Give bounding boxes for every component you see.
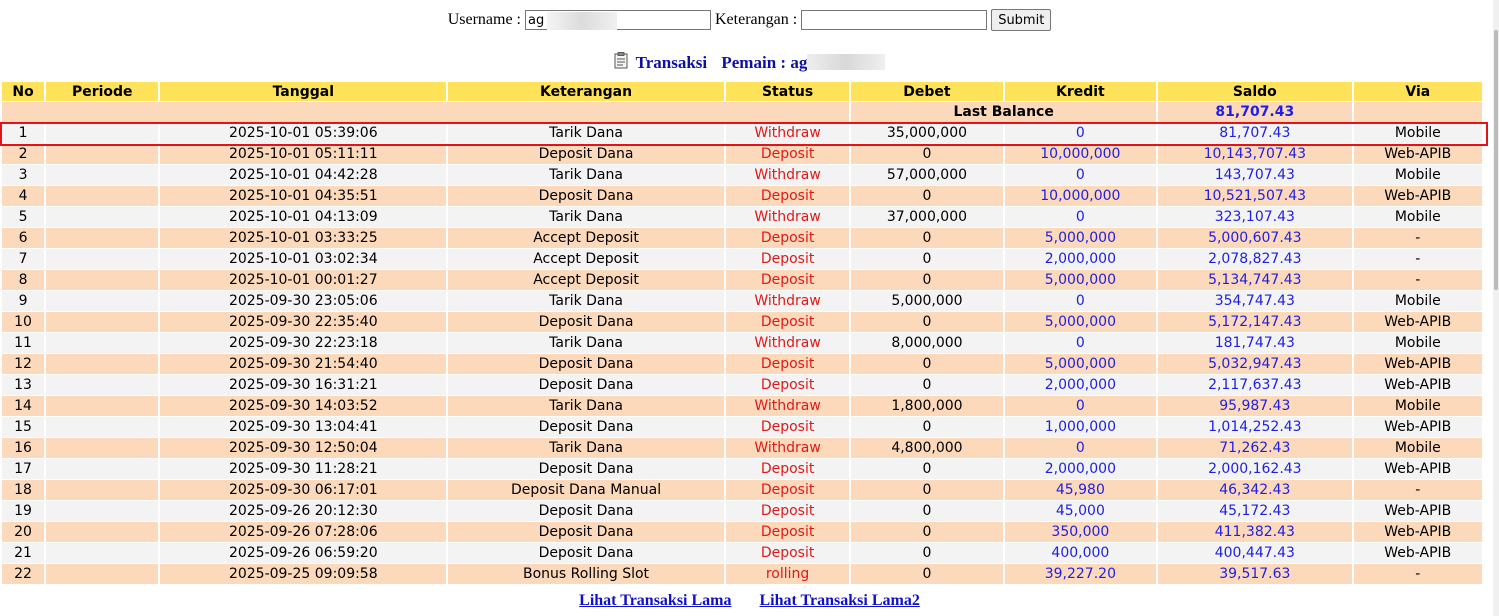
cell-via: Web-APIB	[1354, 522, 1482, 542]
cell-no: 6	[2, 228, 44, 248]
cell-kredit: 0	[1005, 207, 1156, 227]
cell-status: Deposit	[726, 417, 849, 437]
cell-debet: 0	[851, 417, 1002, 437]
last-balance-label: Last Balance	[851, 102, 1156, 122]
cell-kredit: 10,000,000	[1005, 144, 1156, 164]
cell-tanggal: 2025-10-01 00:01:27	[160, 270, 446, 290]
cell-debet: 0	[851, 144, 1002, 164]
table-row	[2, 249, 1482, 269]
cell-keterangan: Deposit Dana	[448, 417, 724, 437]
cell-no: 16	[2, 438, 44, 458]
cell-no: 17	[2, 459, 44, 479]
cell-keterangan: Deposit Dana Manual	[448, 480, 724, 500]
cell-no: 4	[2, 186, 44, 206]
col-via: Via	[1354, 82, 1482, 101]
cell-kredit: 0	[1005, 438, 1156, 458]
cell-saldo: 10,143,707.43	[1158, 144, 1352, 164]
cell-saldo: 81,707.43	[1158, 123, 1352, 143]
cell-via: Mobile	[1354, 291, 1482, 311]
cell-tanggal: 2025-09-26 07:28:06	[160, 522, 446, 542]
cell-periode	[46, 459, 158, 479]
cell-keterangan: Deposit Dana	[448, 522, 724, 542]
cell-kredit: 0	[1005, 396, 1156, 416]
cell-status: Withdraw	[726, 438, 849, 458]
cell-saldo: 354,747.43	[1158, 291, 1352, 311]
cell-via: Web-APIB	[1354, 375, 1482, 395]
cell-debet: 0	[851, 375, 1002, 395]
cell-via: Web-APIB	[1354, 144, 1482, 164]
cell-debet: 35,000,000	[851, 123, 1002, 143]
table-row	[2, 123, 1482, 143]
col-status: Status	[726, 82, 849, 101]
col-periode: Periode	[46, 82, 158, 101]
table-row	[2, 228, 1482, 248]
cell-no: 9	[2, 291, 44, 311]
cell-periode	[46, 165, 158, 185]
scrollbar-thumb[interactable]	[1494, 30, 1498, 290]
cell-debet: 0	[851, 543, 1002, 563]
cell-tanggal: 2025-09-26 06:59:20	[160, 543, 446, 563]
keterangan-input[interactable]	[801, 10, 987, 30]
cell-kredit: 10,000,000	[1005, 186, 1156, 206]
cell-kredit: 2,000,000	[1005, 459, 1156, 479]
cell-debet: 0	[851, 228, 1002, 248]
table-row	[2, 375, 1482, 395]
cell-debet: 5,000,000	[851, 291, 1002, 311]
cell-status: Withdraw	[726, 207, 849, 227]
cell-tanggal: 2025-10-01 05:39:06	[160, 123, 446, 143]
table-row	[2, 459, 1482, 479]
cell-keterangan: Tarik Dana	[448, 438, 724, 458]
cell-debet: 0	[851, 312, 1002, 332]
cell-saldo: 2,078,827.43	[1158, 249, 1352, 269]
cell-via: Mobile	[1354, 396, 1482, 416]
cell-status: Deposit	[726, 270, 849, 290]
cell-saldo: 181,747.43	[1158, 333, 1352, 353]
cell-no: 19	[2, 501, 44, 521]
cell-no: 8	[2, 270, 44, 290]
cell-no: 2	[2, 144, 44, 164]
cell-status: Withdraw	[726, 123, 849, 143]
cell-periode	[46, 375, 158, 395]
table-row	[2, 312, 1482, 332]
cell-no: 10	[2, 312, 44, 332]
cell-periode	[46, 144, 158, 164]
table-row	[2, 480, 1482, 500]
cell-tanggal: 2025-09-30 12:50:04	[160, 438, 446, 458]
cell-periode	[46, 543, 158, 563]
cell-keterangan: Tarik Dana	[448, 123, 724, 143]
cell-status: Deposit	[726, 543, 849, 563]
cell-kredit: 5,000,000	[1005, 354, 1156, 374]
old-transactions-2-link[interactable]: Lihat Transaksi Lama2	[759, 592, 920, 609]
cell-periode	[46, 501, 158, 521]
table-row	[2, 543, 1482, 563]
cell-periode	[46, 291, 158, 311]
cell-status: Deposit	[726, 249, 849, 269]
cell-debet: 4,800,000	[851, 438, 1002, 458]
search-form	[0, 9, 1499, 31]
cell-no: 7	[2, 249, 44, 269]
username-label: Username :	[447, 11, 521, 28]
cell-kredit: 5,000,000	[1005, 312, 1156, 332]
cell-keterangan: Deposit Dana	[448, 459, 724, 479]
cell-no: 18	[2, 480, 44, 500]
cell-tanggal: 2025-09-30 11:28:21	[160, 459, 446, 479]
cell-tanggal: 2025-10-01 03:33:25	[160, 228, 446, 248]
cell-saldo: 46,342.43	[1158, 480, 1352, 500]
cell-via: -	[1354, 270, 1482, 290]
player-label: Pemain :	[721, 53, 787, 72]
cell-saldo: 5,000,607.43	[1158, 228, 1352, 248]
cell-via: Web-APIB	[1354, 186, 1482, 206]
cell-status: Withdraw	[726, 291, 849, 311]
cell-kredit: 0	[1005, 291, 1156, 311]
cell-tanggal: 2025-09-25 09:09:58	[160, 564, 446, 584]
table-row	[2, 186, 1482, 206]
cell-periode	[46, 417, 158, 437]
cell-saldo: 71,262.43	[1158, 438, 1352, 458]
cell-periode	[46, 522, 158, 542]
cell-debet: 0	[851, 354, 1002, 374]
cell-debet: 0	[851, 522, 1002, 542]
cell-via: Mobile	[1354, 123, 1482, 143]
cell-via: -	[1354, 480, 1482, 500]
cell-via: Web-APIB	[1354, 417, 1482, 437]
table-row	[2, 354, 1482, 374]
cell-no: 11	[2, 333, 44, 353]
cell-tanggal: 2025-09-30 06:17:01	[160, 480, 446, 500]
caption-title: Transaksi	[635, 53, 708, 72]
cell-saldo: 2,117,637.43	[1158, 375, 1352, 395]
cell-saldo: 39,517.63	[1158, 564, 1352, 584]
cell-keterangan: Bonus Rolling Slot	[448, 564, 724, 584]
cell-debet: 0	[851, 501, 1002, 521]
cell-saldo: 5,134,747.43	[1158, 270, 1352, 290]
cell-kredit: 0	[1005, 165, 1156, 185]
cell-status: Deposit	[726, 186, 849, 206]
keterangan-label: Keterangan :	[715, 11, 798, 28]
cell-kredit: 45,000	[1005, 501, 1156, 521]
cell-via: -	[1354, 228, 1482, 248]
table-row	[2, 270, 1482, 290]
col-kredit: Kredit	[1005, 82, 1156, 101]
cell-status: Withdraw	[726, 165, 849, 185]
cell-no: 13	[2, 375, 44, 395]
cell-via: -	[1354, 564, 1482, 584]
cell-tanggal: 2025-09-30 16:31:21	[160, 375, 446, 395]
cell-via: Web-APIB	[1354, 354, 1482, 374]
cell-periode	[46, 123, 158, 143]
cell-status: Withdraw	[726, 396, 849, 416]
player-value: ag	[790, 53, 808, 72]
cell-periode	[46, 249, 158, 269]
cell-via: Mobile	[1354, 333, 1482, 353]
col-saldo: Saldo	[1158, 82, 1352, 101]
cell-status: Deposit	[726, 501, 849, 521]
cell-status: Deposit	[726, 522, 849, 542]
cell-kredit: 5,000,000	[1005, 270, 1156, 290]
cell-debet: 0	[851, 459, 1002, 479]
cell-via: Web-APIB	[1354, 459, 1482, 479]
cell-saldo: 2,000,162.43	[1158, 459, 1352, 479]
cell-saldo: 411,382.43	[1158, 522, 1352, 542]
table-row	[2, 291, 1482, 311]
submit-button[interactable]: Submit	[991, 9, 1051, 31]
cell-no: 14	[2, 396, 44, 416]
cell-no: 20	[2, 522, 44, 542]
cell-via: Mobile	[1354, 165, 1482, 185]
cell-tanggal: 2025-09-26 20:12:30	[160, 501, 446, 521]
cell-status: Deposit	[726, 480, 849, 500]
cell-kredit: 0	[1005, 123, 1156, 143]
document-icon	[614, 52, 628, 74]
cell-tanggal: 2025-09-30 13:04:41	[160, 417, 446, 437]
old-transactions-link[interactable]: Lihat Transaksi Lama	[579, 592, 732, 609]
page-title	[0, 52, 1499, 74]
cell-keterangan: Deposit Dana	[448, 144, 724, 164]
cell-saldo: 5,172,147.43	[1158, 312, 1352, 332]
cell-no: 3	[2, 165, 44, 185]
cell-keterangan: Tarik Dana	[448, 396, 724, 416]
cell-kredit: 0	[1005, 333, 1156, 353]
cell-keterangan: Deposit Dana	[448, 186, 724, 206]
cell-debet: 57,000,000	[851, 165, 1002, 185]
cell-periode	[46, 480, 158, 500]
table-row	[2, 564, 1482, 584]
cell-keterangan: Accept Deposit	[448, 228, 724, 248]
cell-status: Withdraw	[726, 333, 849, 353]
cell-via: -	[1354, 249, 1482, 269]
cell-status: Deposit	[726, 144, 849, 164]
cell-via: Mobile	[1354, 207, 1482, 227]
last-balance-value: 81,707.43	[1158, 102, 1352, 122]
cell-via: Web-APIB	[1354, 501, 1482, 521]
cell-tanggal: 2025-10-01 05:11:11	[160, 144, 446, 164]
cell-keterangan: Deposit Dana	[448, 543, 724, 563]
cell-debet: 8,000,000	[851, 333, 1002, 353]
username-field-wrap	[525, 10, 711, 30]
cell-kredit: 350,000	[1005, 522, 1156, 542]
cell-saldo: 1,014,252.43	[1158, 417, 1352, 437]
cell-periode	[46, 312, 158, 332]
cell-tanggal: 2025-09-30 23:05:06	[160, 291, 446, 311]
col-tanggal: Tanggal	[160, 82, 446, 101]
cell-tanggal: 2025-09-30 22:23:18	[160, 333, 446, 353]
transaction-table	[0, 81, 1484, 585]
cell-kredit: 45,980	[1005, 480, 1156, 500]
table-header	[2, 82, 1482, 101]
table-row	[2, 501, 1482, 521]
cell-kredit: 2,000,000	[1005, 375, 1156, 395]
cell-keterangan: Deposit Dana	[448, 354, 724, 374]
cell-via: Web-APIB	[1354, 312, 1482, 332]
cell-saldo: 45,172.43	[1158, 501, 1352, 521]
cell-kredit: 1,000,000	[1005, 417, 1156, 437]
cell-tanggal: 2025-09-30 21:54:40	[160, 354, 446, 374]
cell-no: 5	[2, 207, 44, 227]
cell-periode	[46, 438, 158, 458]
cell-periode	[46, 333, 158, 353]
cell-debet: 0	[851, 480, 1002, 500]
cell-debet: 0	[851, 186, 1002, 206]
table-row	[2, 522, 1482, 542]
table-row	[2, 207, 1482, 227]
cell-keterangan: Tarik Dana	[448, 165, 724, 185]
cell-tanggal: 2025-10-01 04:42:28	[160, 165, 446, 185]
redacted-mask	[547, 12, 617, 30]
col-keterangan: Keterangan	[448, 82, 724, 101]
cell-status: rolling	[726, 564, 849, 584]
cell-tanggal: 2025-10-01 04:35:51	[160, 186, 446, 206]
cell-via: Web-APIB	[1354, 543, 1482, 563]
cell-kredit: 2,000,000	[1005, 249, 1156, 269]
table-row	[2, 417, 1482, 437]
cell-saldo: 95,987.43	[1158, 396, 1352, 416]
table-row	[2, 144, 1482, 164]
cell-no: 21	[2, 543, 44, 563]
cell-saldo: 5,032,947.43	[1158, 354, 1352, 374]
cell-periode	[46, 270, 158, 290]
cell-periode	[46, 564, 158, 584]
cell-no: 1	[2, 123, 44, 143]
cell-saldo: 400,447.43	[1158, 543, 1352, 563]
cell-no: 12	[2, 354, 44, 374]
cell-keterangan: Tarik Dana	[448, 207, 724, 227]
cell-keterangan: Deposit Dana	[448, 375, 724, 395]
cell-status: Deposit	[726, 228, 849, 248]
cell-status: Deposit	[726, 354, 849, 374]
cell-status: Deposit	[726, 375, 849, 395]
cell-keterangan: Tarik Dana	[448, 291, 724, 311]
cell-no: 22	[2, 564, 44, 584]
col-no: No	[2, 82, 44, 101]
last-balance-row	[2, 102, 1482, 122]
cell-tanggal: 2025-10-01 04:13:09	[160, 207, 446, 227]
cell-via: Mobile	[1354, 438, 1482, 458]
cell-debet: 0	[851, 270, 1002, 290]
redacted-mask	[807, 54, 885, 70]
col-debet: Debet	[851, 82, 1002, 101]
table-row	[2, 396, 1482, 416]
scrollbar[interactable]	[1493, 0, 1499, 616]
cell-debet: 1,800,000	[851, 396, 1002, 416]
table-row	[2, 438, 1482, 458]
cell-tanggal: 2025-10-01 03:02:34	[160, 249, 446, 269]
cell-saldo: 323,107.43	[1158, 207, 1352, 227]
cell-no: 15	[2, 417, 44, 437]
table-row	[2, 165, 1482, 185]
cell-debet: 0	[851, 564, 1002, 584]
cell-periode	[46, 207, 158, 227]
footer-links	[0, 592, 1499, 610]
cell-saldo: 10,521,507.43	[1158, 186, 1352, 206]
cell-periode	[46, 354, 158, 374]
cell-debet: 0	[851, 249, 1002, 269]
cell-keterangan: Tarik Dana	[448, 333, 724, 353]
cell-kredit: 5,000,000	[1005, 228, 1156, 248]
cell-periode	[46, 228, 158, 248]
cell-periode	[46, 396, 158, 416]
cell-saldo: 143,707.43	[1158, 165, 1352, 185]
cell-status: Deposit	[726, 312, 849, 332]
cell-debet: 37,000,000	[851, 207, 1002, 227]
cell-keterangan: Accept Deposit	[448, 249, 724, 269]
cell-kredit: 400,000	[1005, 543, 1156, 563]
table-row	[2, 333, 1482, 353]
cell-keterangan: Deposit Dana	[448, 312, 724, 332]
cell-tanggal: 2025-09-30 14:03:52	[160, 396, 446, 416]
cell-tanggal: 2025-09-30 22:35:40	[160, 312, 446, 332]
cell-periode	[46, 186, 158, 206]
cell-kredit: 39,227.20	[1005, 564, 1156, 584]
cell-status: Deposit	[726, 459, 849, 479]
cell-keterangan: Accept Deposit	[448, 270, 724, 290]
cell-keterangan: Deposit Dana	[448, 501, 724, 521]
